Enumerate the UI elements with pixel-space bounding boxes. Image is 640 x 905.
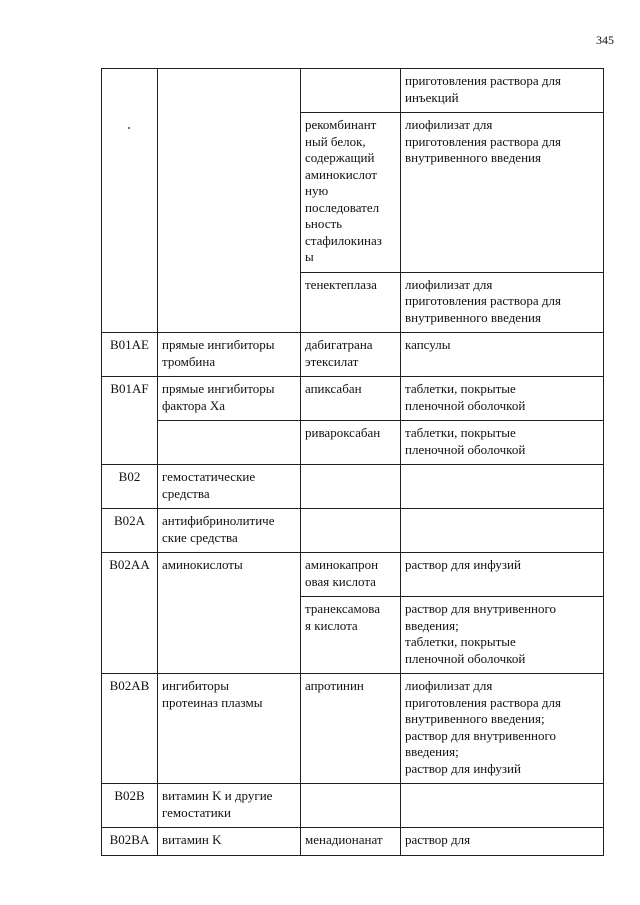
table-row <box>102 509 604 553</box>
group-cell: витамин K и другие гемостатики <box>158 784 301 828</box>
group-cell: гемостатические средства <box>158 465 301 509</box>
substance-cell: дабигатрана этексилат <box>301 333 401 377</box>
dosage-form-cell <box>401 465 604 509</box>
substance-cell: рекомбинант ный белок, содержащий аминокислот ную последовател ьность стафилокиназ ы <box>301 113 401 273</box>
atc-code-cell: B02 <box>102 465 158 509</box>
table-row <box>102 69 604 113</box>
table-row <box>102 828 604 856</box>
substance-cell <box>301 465 401 509</box>
dosage-form-cell: капсулы <box>401 333 604 377</box>
group-cell: прямые ингибиторы фактора Xa <box>158 377 301 421</box>
dosage-form-cell: таблетки, покрытые пленочной оболочкой <box>401 377 604 421</box>
table-row <box>102 674 604 784</box>
group-cell: витамин K <box>158 828 301 856</box>
substance-cell: тенектеплаза <box>301 272 401 333</box>
dosage-form-cell <box>401 509 604 553</box>
dosage-form-cell <box>401 784 604 828</box>
dosage-form-cell: раствор для внутривенного введения; таблетки, покрытые пленочной оболочкой <box>401 597 604 674</box>
dosage-form-cell: приготовления раствора для инъекций <box>401 69 604 113</box>
substance-cell <box>301 69 401 113</box>
substance-cell: аминокапрон овая кислота <box>301 553 401 597</box>
atc-code-cell <box>102 69 158 333</box>
table-row <box>102 465 604 509</box>
dosage-form-cell: раствор для <box>401 828 604 856</box>
table-row <box>102 333 604 377</box>
substance-cell: апротинин <box>301 674 401 784</box>
table-row <box>102 784 604 828</box>
atc-code-cell: B02BA <box>102 828 158 856</box>
atc-code-cell: B02AB <box>102 674 158 784</box>
substance-cell <box>301 784 401 828</box>
substance-cell <box>301 509 401 553</box>
dosage-form-cell: раствор для инфузий <box>401 553 604 597</box>
dosage-form-cell: лиофилизат для приготовления раствора для внутривенного введения <box>401 272 604 333</box>
atc-code-cell: B01AF <box>102 377 158 465</box>
drug-classification-table <box>101 68 604 856</box>
dosage-form-cell: лиофилизат для приготовления раствора для внутривенного введения; раствор для внутривенного введения; раствор для инфузий <box>401 674 604 784</box>
dosage-form-cell: таблетки, покрытые пленочной оболочкой <box>401 421 604 465</box>
dosage-form-cell: лиофилизат для приготовления раствора для внутривенного введения <box>401 113 604 273</box>
substance-cell: менадионанат <box>301 828 401 856</box>
atc-code-cell: B02B <box>102 784 158 828</box>
atc-code-cell: B02A <box>102 509 158 553</box>
page-number: 345 <box>596 33 614 47</box>
substance-cell: апиксабан <box>301 377 401 421</box>
group-cell <box>158 69 301 333</box>
substance-cell: транексамова я кислота <box>301 597 401 674</box>
substance-cell: ривароксабан <box>301 421 401 465</box>
table-row <box>102 421 604 465</box>
group-cell: аминокислоты <box>158 553 301 674</box>
group-cell: ингибиторы протеиназ плазмы <box>158 674 301 784</box>
atc-code-cell: B02AA <box>102 553 158 674</box>
atc-code-cell: B01AE <box>102 333 158 377</box>
group-cell: антифибринолитиче ские средства <box>158 509 301 553</box>
table-row <box>102 553 604 597</box>
table-row <box>102 377 604 421</box>
group-cell: прямые ингибиторы тромбина <box>158 333 301 377</box>
group-cell <box>158 421 301 465</box>
